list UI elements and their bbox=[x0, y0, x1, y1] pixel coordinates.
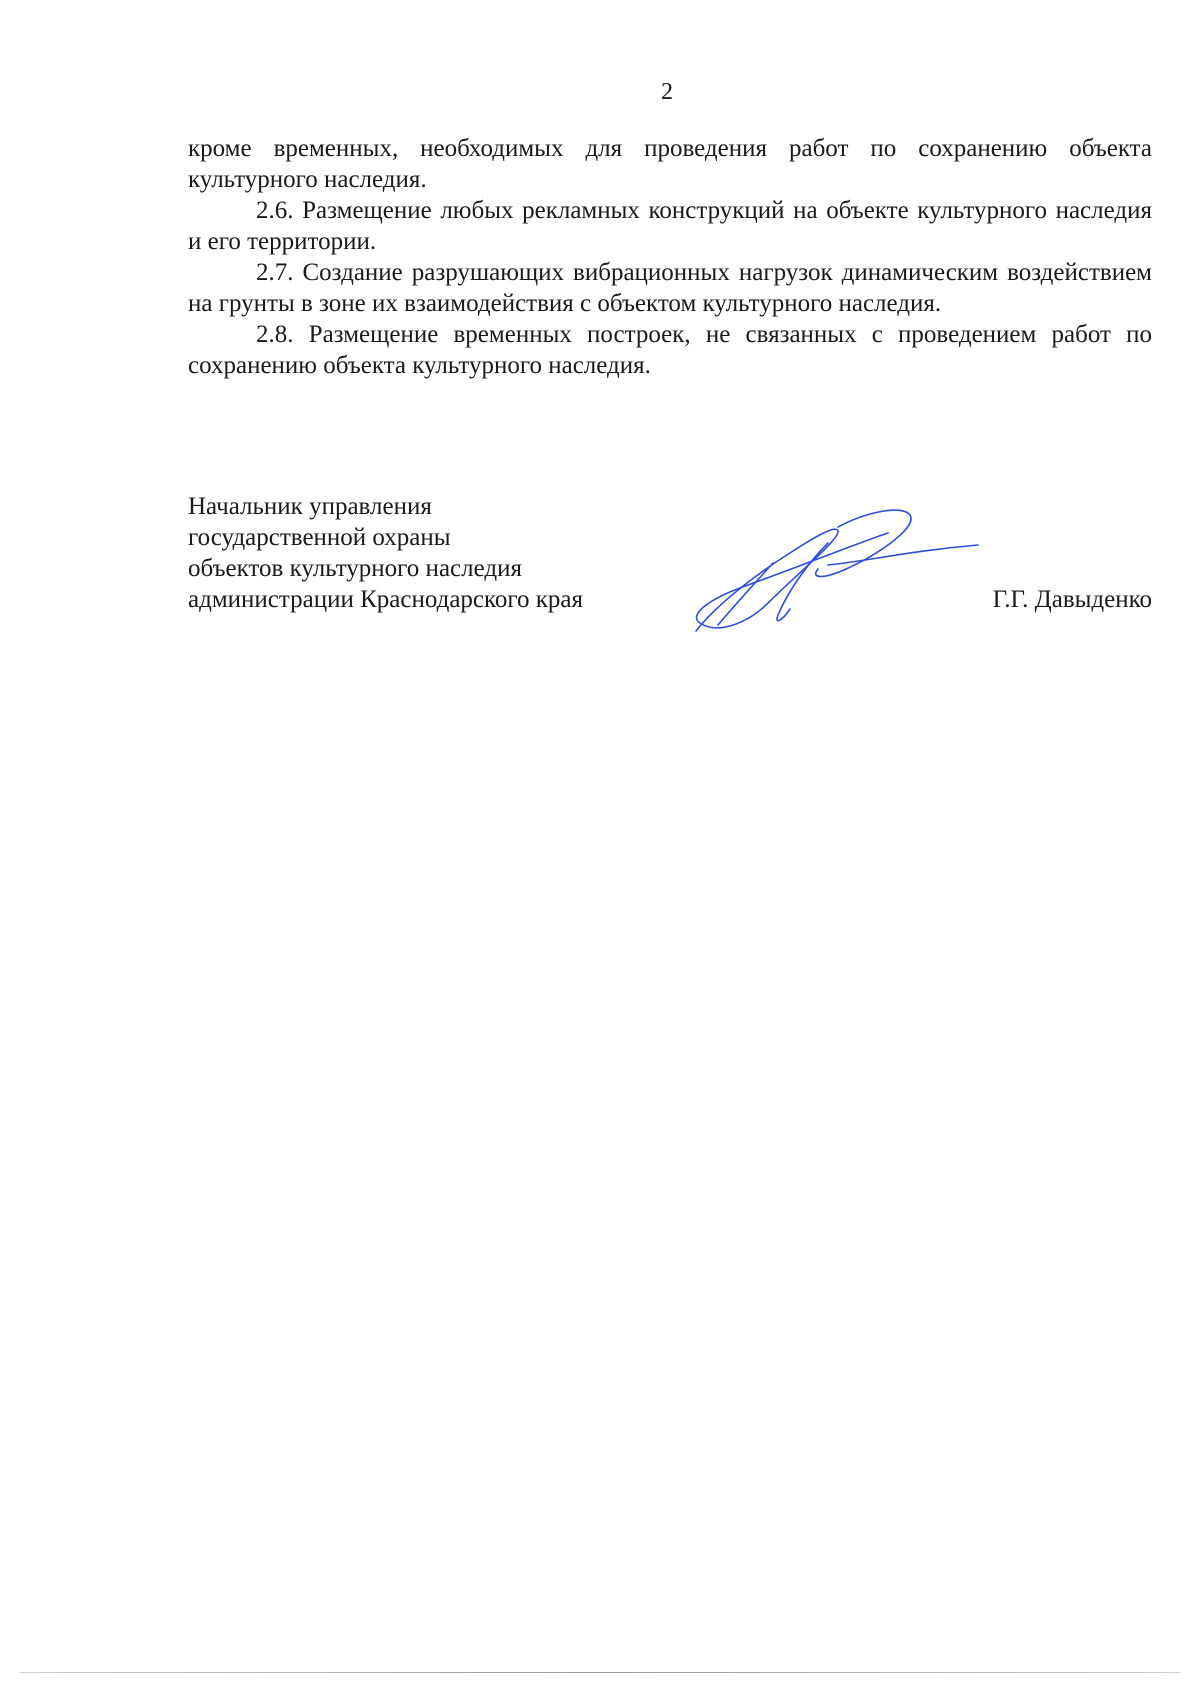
handwritten-signature bbox=[678, 503, 988, 643]
document-body bbox=[188, 133, 1152, 381]
signature-stroke bbox=[696, 529, 888, 631]
position-line: Начальник управления bbox=[188, 493, 432, 520]
position-line: государственной охраны bbox=[188, 524, 451, 551]
signature-stroke bbox=[828, 545, 978, 565]
scan-edge-line bbox=[20, 1672, 1180, 1673]
signature-block bbox=[188, 491, 1152, 641]
signatory-name: Г.Г. Давыденко bbox=[992, 586, 1152, 613]
paragraph-2-6: 2.6. Размещение любых рекламных конструкций на объекте культурного наследия и его территории. bbox=[188, 197, 1152, 255]
paragraph-2-8: 2.8. Размещение временных построек, не связанных с проведением работ по сохранению объекта культурного наследия. bbox=[188, 321, 1152, 379]
position-line: администрации Краснодарского края bbox=[188, 586, 584, 613]
signatory-position bbox=[188, 491, 583, 615]
position-line: объектов культурного наследия bbox=[188, 555, 522, 582]
paragraph-2-7: 2.7. Создание разрушающих вибрационных нагрузок динамическим воздействием на грунты в зоне их взаимодействия с объектом культурного наследия. bbox=[188, 259, 1152, 317]
page-number: 2 bbox=[661, 79, 673, 105]
paragraph-continuation: кроме временных, необходимых для проведения работ по сохранению объекта культурного наследия. bbox=[188, 135, 1152, 193]
